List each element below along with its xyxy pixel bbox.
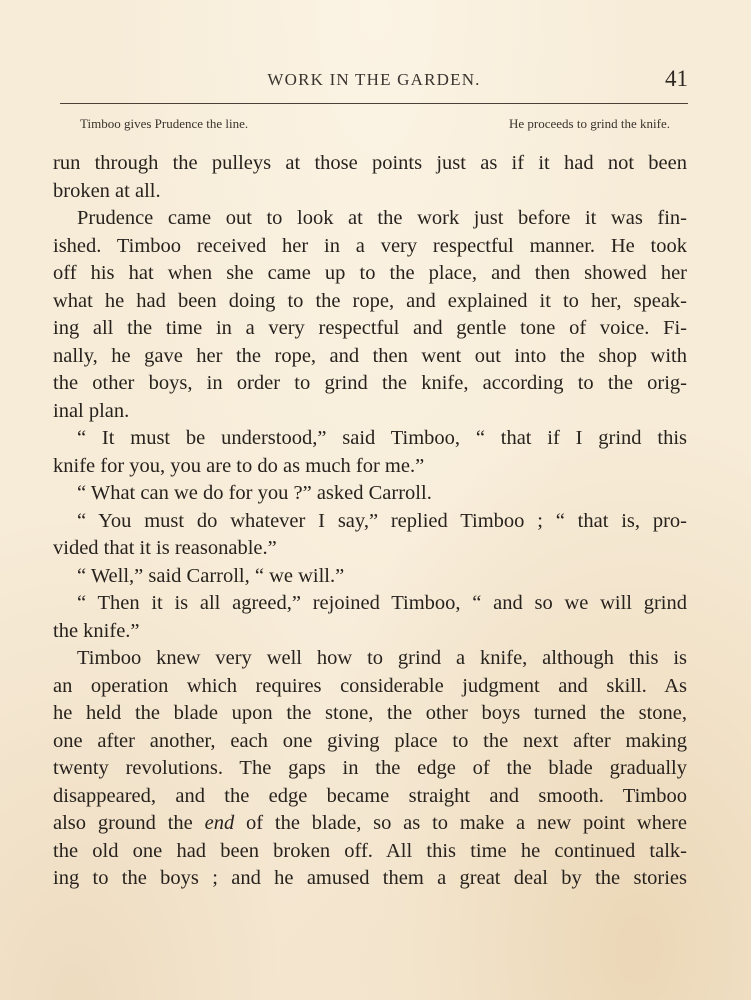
text-line: the other boys, in order to grind the knife, according to the orig- <box>53 372 687 394</box>
side-notes <box>80 116 670 136</box>
text-line: ing to the boys ; and he amused them a great deal by the stories <box>53 867 687 889</box>
text-line: off his hat when she came up to the place, and then showed her <box>53 262 687 284</box>
text-line: “ Well,” said Carroll, “ we will.” <box>77 564 345 587</box>
text-line: he held the blade upon the stone, the other boys turned the stone, <box>53 702 687 724</box>
text-line: ing all the time in a very respectful and gentle tone of voice. Fi- <box>53 317 687 339</box>
text-line: inal plan. <box>53 399 130 422</box>
text-line: “ What can we do for you ?” asked Carroll. <box>77 482 432 504</box>
text-line: the knife.” <box>53 619 140 642</box>
text-line: knife for you, you are to do as much for me.” <box>53 454 425 477</box>
text-line: the old one had been broken off. All this time he continued talk- <box>53 839 687 862</box>
text-line: also ground the end of the blade, so as to make a new point where <box>53 812 687 834</box>
text-line: ished. Timboo received her in a very respectful manner. He took <box>53 234 687 257</box>
text-line: disappeared, and the edge became straight and smooth. Timboo <box>53 784 687 807</box>
text-line: broken at all. <box>53 179 161 202</box>
text-line: an operation which requires considerable judgment and skill. As <box>53 674 687 697</box>
side-note-right: He proceeds to grind the knife. <box>508 116 670 131</box>
side-note-left: Timboo gives Prudence the line. <box>80 116 249 131</box>
body-text <box>53 150 687 893</box>
text-line: run through the pulleys at those points just as if it had not been <box>53 152 687 174</box>
text-line: nally, he gave her the rope, and then went out into the shop with <box>53 344 687 367</box>
running-head <box>60 66 688 96</box>
text-line: Prudence came out to look at the work just before it was fin- <box>77 207 687 229</box>
page-number: 41 <box>665 66 688 91</box>
text-line: one after another, each one giving place to the next after making <box>53 729 687 752</box>
header-rule <box>60 103 688 104</box>
running-title: WORK IN THE GARDEN. <box>267 70 481 89</box>
text-line: “ Then it is all agreed,” rejoined Timboo, “ and so we will grind <box>77 592 687 614</box>
text-line: what he had been doing to the rope, and explained it to her, speak- <box>53 289 687 312</box>
text-line: vided that it is reasonable.” <box>53 537 277 559</box>
text-line: twenty revolutions. The gaps in the edge of the blade gradually <box>53 757 687 779</box>
text-line: “ You must do whatever I say,” replied Timboo ; “ that is, pro- <box>77 509 687 532</box>
emphasis: end <box>204 812 235 834</box>
text-line: “ It must be understood,” said Timboo, “ that if I grind this <box>77 427 687 449</box>
text-line: Timboo knew very well how to grind a knife, although this is <box>77 647 687 669</box>
